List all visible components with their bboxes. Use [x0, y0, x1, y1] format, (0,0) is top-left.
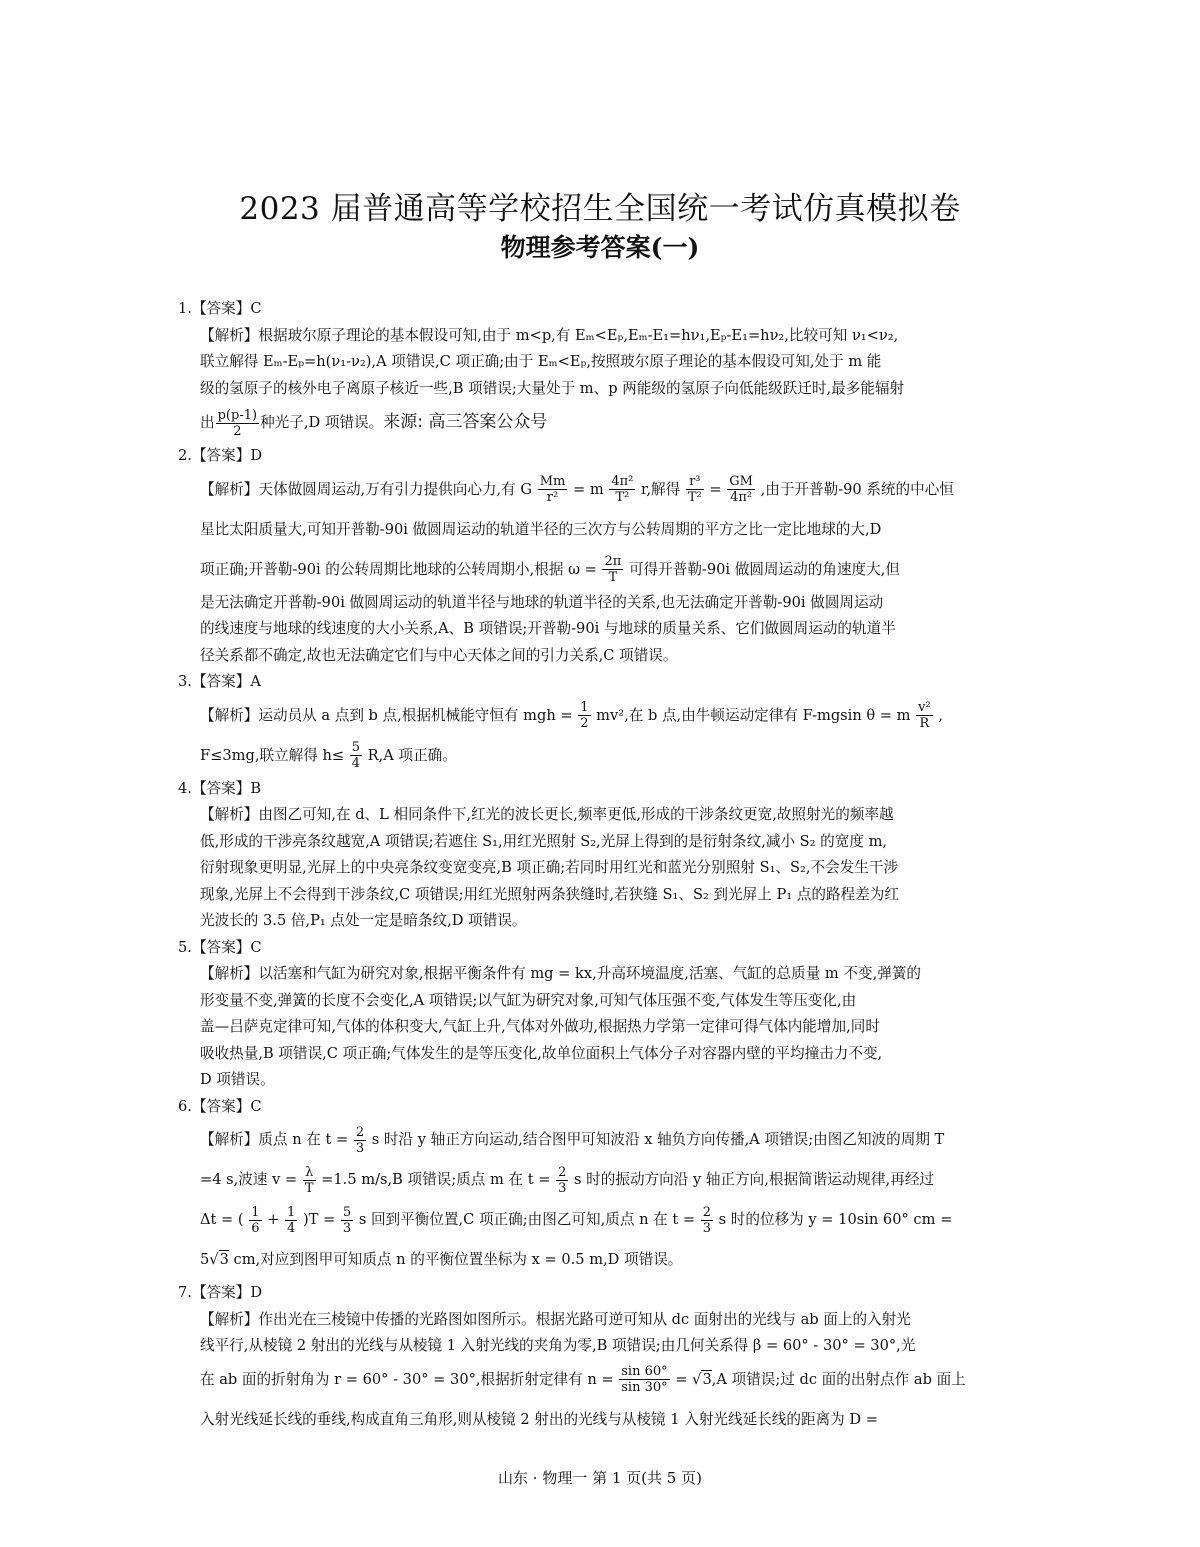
fraction: $\frac{2}{3}$: [702, 1204, 712, 1236]
explanation-line: 项正确;开普勒-90i 的公转周期比地球的公转周期小,根据 ω = $\frac{2\pi}{T}$ 可得开普勒-90i 做圆周运动的角速度大,但: [200, 554, 900, 585]
explanation-line: F≤3mg,联立解得 h≤ $\frac{5}{4}$ R,A 项正确。: [200, 740, 457, 771]
explanation-line: 光波长的 3.5 倍,P₁ 点处一定是暗条纹,D 项错误。: [200, 912, 527, 929]
explanation: [200, 802, 1018, 935]
explanation-line: 衍射现象更明显,光屏上的中央亮条纹变宽变亮,B 项正确;若同时用红光和蓝光分别照射 S₁、S₂,不会发生干涉: [200, 859, 899, 876]
explanation-line: 【解析】由图乙可知,在 d、L 相同条件下,红光的波长更长,频率更低,形成的干涉条纹更宽,故照射光的频率越: [200, 806, 894, 823]
question-3: [178, 669, 1018, 776]
answer-label: 【答案】C: [191, 1097, 262, 1115]
explanation-line: 入射光线延长线的垂线,构成直角三角形,则从棱镜 2 射出的光线与从棱镜 1 入射光线延长线的距离为 D =: [200, 1410, 878, 1428]
answer-line: [178, 935, 1018, 962]
explanation-line: 的线速度与地球的线速度的大小关系,A、B 项错误;开普勒-90i 与地球的质量关系、它们做圆周运动的轨道半: [200, 620, 896, 637]
question-7: [178, 1280, 1018, 1440]
explanation: [200, 1307, 1018, 1440]
page-title: 2023 届普通高等学校招生全国统一考试仿真模拟卷: [239, 191, 961, 227]
explanation-line: 5√3 cm,对应到图甲可知质点 n 的平衡位置坐标为 x = 0.5 m,D 项错误。: [200, 1251, 683, 1268]
explanation-line: 是无法确定开普勒-90i 做圆周运动的轨道半径与地球的轨道半径的关系,也无法确定开普勒-90i 做圆周运动: [200, 593, 884, 611]
fraction: $\frac{1}{4}$: [287, 1204, 296, 1236]
fraction: $\frac{1}{2}$: [580, 700, 589, 731]
explanation-line: 【解析】以活塞和气缸为研究对象,根据平衡条件有 mg = kx,升高环境温度,活塞、气缸的总质量 m 不变,弹簧的: [200, 965, 922, 982]
explanation: [200, 470, 1018, 670]
explanation-line: 径关系都不确定,故也无法确定它们与中心天体之间的引力关系,C 项错误。: [200, 646, 678, 664]
question-number: 4.: [178, 779, 192, 797]
answer-label: 【答案】D: [191, 1284, 263, 1301]
question-number: 7.: [178, 1284, 192, 1301]
answer-label: 【答案】A: [191, 673, 261, 690]
explanation-line: 形变量不变,弹簧的长度不会变化,A 项错误;以气缸为研究对象,可知气体压强不变,气体发生等压变化,由: [200, 991, 857, 1009]
answer-line: [178, 669, 1018, 696]
explanation-line: Δt = ( $\frac{1}{6}$ + $\frac{1}{4}$ )T = $\frac{5}{3}$ s 回到平衡位置,C 项正确;由图乙可知,质点 n 在 t = $\frac{2}{3}$ s 时的位移为 y = 10sin 60° cm =: [200, 1204, 953, 1236]
answer-line: [178, 296, 1018, 323]
explanation-line: 【解析】作出光在三棱镜中传播的光路图如图所示。根据光路可逆可知从 dc 面射出的光线与 ab 面上的入射光: [200, 1310, 911, 1328]
answer-label: 【答案】D: [191, 447, 263, 464]
explanation-line: 【解析】质点 n 在 t = $\frac{2}{3}$ s 时沿 y 轴正方向运动,结合图甲可知波沿 x 轴负方向传播,A 项错误;由图乙知波的周期 T: [200, 1124, 945, 1156]
answer-label: 【答案】B: [191, 779, 262, 797]
fraction: $\frac{\text{v²}}{R}$: [918, 700, 931, 731]
question-number: 3.: [178, 673, 192, 690]
source-watermark: 来源: 高三答案公众号: [383, 412, 548, 432]
explanation-line: 盖—吕萨克定律可知,气体的体积变大,气缸上升,气体对外做功,根据热力学第一定律可得气体内能增加,同时: [200, 1018, 880, 1035]
page-footer: 山东 · 物理一 第 1 页(共 5 页): [498, 1469, 702, 1487]
question-4: [178, 776, 1018, 935]
question-number: 5.: [178, 938, 192, 956]
question-number: 2.: [178, 447, 192, 464]
explanation-line: 吸收热量,B 项错误,C 项正确;气体发生的是等压变化,故单位面积上气体分子对容器内壁的平均撞击力不变,: [200, 1044, 883, 1062]
question-number: 6.: [178, 1097, 192, 1115]
fraction: $\frac{5}{3}$: [342, 1204, 352, 1236]
answer-label: 【答案】C: [191, 938, 262, 956]
explanation-line: 低,形成的干涉亮条纹越宽,A 项错误;若遮住 S₁,用红光照射 S₂,光屏上得到的是衍射条纹,减小 S₂ 的宽度 m,: [200, 832, 888, 850]
explanation-line: 级的氢原子的核外电子离原子核近一些,B 项错误;大量处于 m、p 两能级的氢原子向低能级跃迁时,最多能辐射: [200, 379, 905, 397]
explanation-line: 在 ab 面的折射角为 r = 60° - 30° = 30°,根据折射定律有 n = $\frac{\sin 60^\circ}{\sin 30^\circ}$ = √3,A 项错误;过 dc 面的出射点作 ab 面上: [200, 1364, 966, 1395]
explanation: [200, 323, 1018, 444]
answer-line: [178, 776, 1018, 803]
fraction: $\frac{p(p-1)}{2}$: [217, 407, 258, 439]
fraction: $\frac{\text{4π²}}{\text{T²}}$: [611, 474, 634, 505]
answer-line: [178, 1280, 1018, 1307]
fraction: $\frac{2\pi}{T}$: [604, 554, 622, 585]
explanation-line: 【解析】天体做圆周运动,万有引力提供向心力,有 G $\frac{Mm}{\text{r²}}$ = m $\frac{\text{4π²}}{\text{T²}}$ r,解得 $\frac{\text{r³}}{\text{T²}}$ = $\frac{GM}{\text{4π²}}$ ,由于开普勒-90 系统的中心恒: [200, 474, 954, 505]
page-subtitle: 物理参考答案(一): [500, 233, 700, 262]
fraction: $\frac{GM}{\text{4π²}}$: [729, 474, 753, 505]
question-1: [178, 296, 1018, 443]
fraction: $\frac{2}{3}$: [558, 1164, 567, 1196]
explanation-line: 【解析】根据玻尔原子理论的基本假设可知,由于 m<p,有 Eₘ<Eₚ,Eₘ-E₁=hν₁,Eₚ-E₁=hν₂,比较可知 ν₁<ν₂,: [200, 326, 899, 344]
question-number: 1.: [178, 300, 192, 317]
answer-line: [178, 1094, 1018, 1121]
fraction: $\frac{Mm}{\text{r²}}$: [539, 474, 566, 505]
question-5: [178, 935, 1018, 1094]
explanation-line: 星比太阳质量大,可知开普勒-90i 做圆周运动的轨道半径的三次方与公转周期的平方之比一定比地球的大,D: [200, 520, 882, 538]
answers-content: [178, 296, 1018, 1440]
answer-label: 【答案】C: [191, 300, 262, 317]
explanation-line: 【解析】运动员从 a 点到 b 点,根据机械能守恒有 mgh = $\frac{1}{2}$ mv²,在 b 点,由牛顿运动定律有 F-mgsin θ = m $\frac{\text{v²}}{R}$ ,: [200, 700, 943, 731]
explanation: [200, 961, 1018, 1094]
fraction: $\frac{\lambda}{T}$: [304, 1164, 314, 1196]
explanation-line: =4 s,波速 v = $\frac{\lambda}{T}$ =1.5 m/s,B 项错误;质点 m 在 t = $\frac{2}{3}$ s 时的振动方向沿 y 轴正方向,根据简谐运动规律,再经过: [200, 1164, 935, 1196]
fraction: $\frac{1}{6}$: [251, 1204, 260, 1236]
explanation-line: 出 $\frac{p(p-1)}{2}$ 种光子,D 项错误。来源: 高三答案公众号: [200, 407, 548, 439]
explanation-line: 现象,光屏上不会得到干涉条纹,C 项错误;用红光照射两条狭缝时,若狭缝 S₁、S₂ 到光屏上 P₁ 点的路程差为红: [200, 885, 899, 903]
explanation: [200, 1120, 1018, 1280]
explanation-line: D 项错误。: [200, 1071, 275, 1088]
fraction: $\frac{2}{3}$: [355, 1124, 365, 1156]
explanation-line: 线平行,从棱镜 2 射出的光线与从棱镜 1 入射光线的夹角为零,B 项错误;由几何关系得 β = 60° - 30° = 30°,光: [200, 1337, 916, 1354]
question-2: [178, 443, 1018, 669]
fraction: $\frac{\sin 60^\circ}{\sin 30^\circ}$: [621, 1364, 668, 1395]
fraction: $\frac{5}{4}$: [351, 740, 361, 771]
question-6: [178, 1094, 1018, 1281]
answer-line: [178, 443, 1018, 470]
explanation: [200, 696, 1018, 776]
fraction: $\frac{\text{r³}}{\text{T²}}$: [687, 474, 702, 505]
explanation-line: 联立解得 Eₘ-Eₚ=h(ν₁-ν₂),A 项错误,C 项正确;由于 Eₘ<Eₚ,按照玻尔原子理论的基本假设可知,处于 m 能: [200, 353, 882, 370]
